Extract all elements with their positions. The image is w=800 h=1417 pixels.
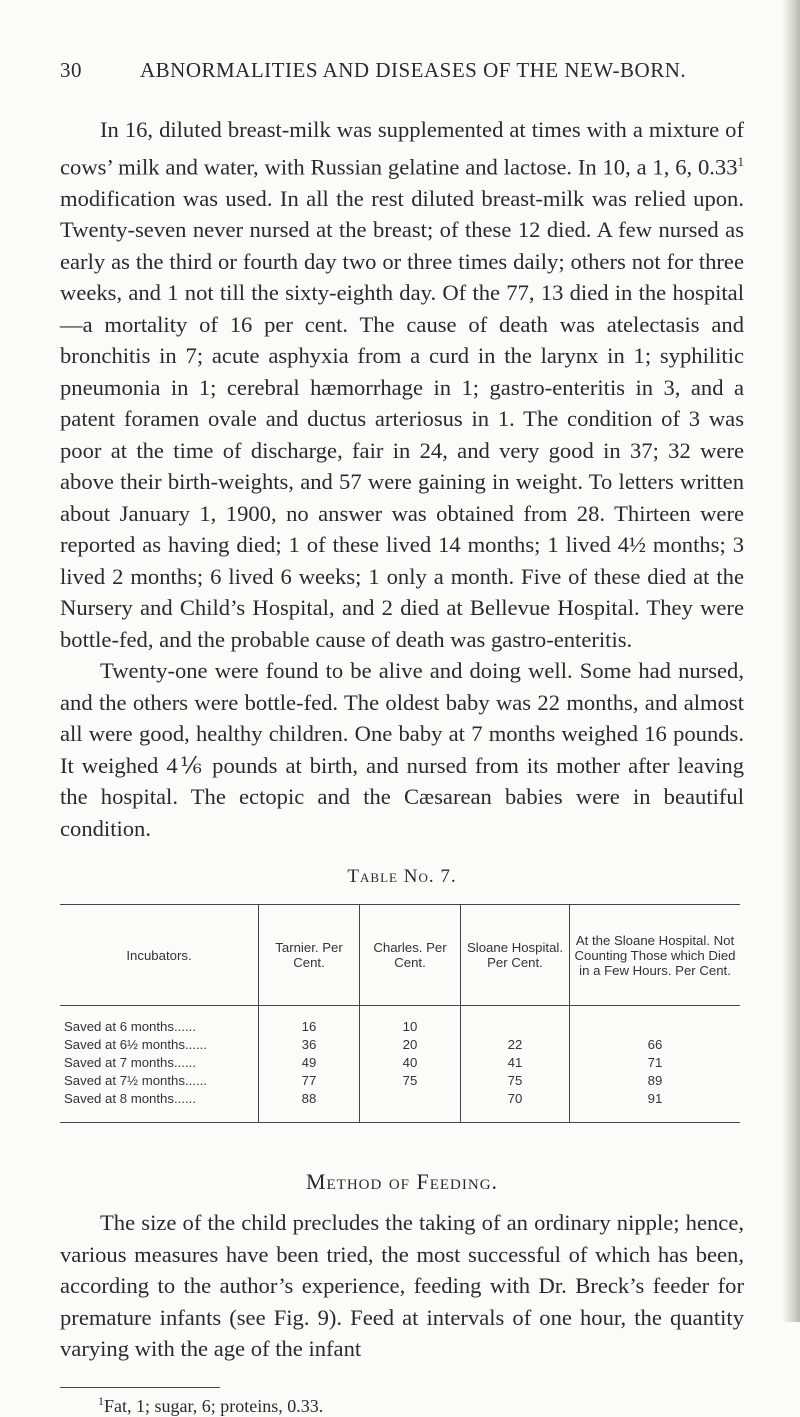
row-label: Saved at 6 months...... [64,1019,196,1035]
footnote-text: Fat, 1; sugar, 6; proteins, 0.33. [104,1395,324,1416]
paragraph-2: Twenty-one were found to be alive and doing well. Some had nursed, and the others were bottle-fed. The oldest baby was 22 months, and almost all were good, healthy children. One baby at 7 months weighed 16 pounds. It weighed 4⅙ pounds at birth, and nursed from its mother after leaving the hospital. The ectopic and the Cæsarean babies were in beautiful condition. [60,658,744,841]
cell-value: 66 [570,1036,741,1054]
paragraph-3: The size of the child precludes the taking of an ordinary nipple; hence, various measures have been tried, the most successful of which has been, according to the author’s experience, feeding with Dr. Breck’s feeder for premature infants (see Fig. 9). Feed at intervals of one hour, the quantity varying with the age of the infant [60,1210,744,1362]
section-heading: Method of Feeding. [305,1169,499,1195]
table-row [60,1036,740,1054]
column-header-tarnier: Tarnier. Per Cent. [259,905,360,1006]
cell-value: 16 [259,1006,360,1037]
table-caption: Table No. 7. [347,866,457,888]
cell-value: 88 [259,1090,360,1123]
footnote-reference: 1 [737,153,744,169]
cell-value: 75 [360,1072,461,1090]
cell-value: 70 [461,1090,570,1123]
row-label: Saved at 7 months...... [64,1055,196,1071]
page-edge-shadow [782,0,800,1322]
row-label: Saved at 7½ months...... [64,1073,207,1089]
cell-value: 41 [461,1054,570,1072]
footnote [60,1394,744,1417]
cell-value: 22 [461,1036,570,1054]
book-page [60,58,744,1417]
running-title: ABNORMALITIES AND DISEASES OF THE NEW-BORN. [140,58,687,82]
paragraph-1-text-b: modification was used. In all the rest diluted breast-milk was relied upon. Twenty-seven never nursed at the breast; of these 12 died. A few nursed as early as the third or fourth day two or three times daily; others not for three weeks, and 1 not till the sixty-eighth day. Of the 77, 13 died in the hospital—a mortality of 16 per cent. The cause of death was atelectasis and bronchitis in 7; acute asphyxia from a curd in the larynx in 1; syphilitic pneumonia in 1; cerebral hæmorrhage in 1; gastro-enteritis in 3, and a patent foramen ovale and ductus arteriosus in 1. The condition of 3 was poor at the time of discharge, fair in 24, and very good in 37; 32 were above their birth-weights, and 57 were gaining in weight. To letters written about January 1, 1900, no answer was obtained from 28. Thirteen were reported as having died; 1 of these lived 14 months; 1 lived 4½ months; 3 lived 2 months; 6 lived 6 weeks; 1 only a month. Five of these died at the Nursery and Child’s Hospital, and 2 died at Bellevue Hospital. They were bottle-fed, and the probable cause of death was gastro-enteritis. [60,185,744,652]
cell-value [360,1090,461,1123]
column-header-sloane: Sloane Hospital. Per Cent. [461,905,570,1006]
cell-value: 91 [570,1090,741,1123]
column-header-incubators: Incubators. [60,905,259,1006]
table-row [60,1072,740,1090]
table-header-row [60,905,740,1006]
paragraph-1-text-a: In 16, diluted breast-milk was supplemented at times with a mixture of cows’ milk and water, with Russian gelatine and lactose. In 10, a 1, 6, 0.33 [60,117,744,180]
cell-value [461,1006,570,1037]
cell-value: 20 [360,1036,461,1054]
column-header-charles: Charles. Per Cent. [360,905,461,1006]
cell-value [570,1006,741,1037]
footnote-rule [60,1387,220,1388]
cell-value: 40 [360,1054,461,1072]
row-label: Saved at 6½ months...... [64,1037,207,1053]
running-header [60,58,744,94]
table-row [60,1090,740,1123]
body-text [60,114,744,844]
row-label: Saved at 8 months...... [64,1091,196,1107]
table-row [60,1006,740,1037]
cell-value: 77 [259,1072,360,1090]
cell-value: 75 [461,1072,570,1090]
incubator-table [60,904,740,1123]
paragraph-1 [60,114,744,655]
cell-value: 89 [570,1072,741,1090]
cell-value: 10 [360,1006,461,1037]
table-row [60,1054,740,1072]
footnote-marker: 1 [98,1393,104,1408]
page-number: 30 [60,58,82,82]
cell-value: 36 [259,1036,360,1054]
cell-value: 71 [570,1054,741,1072]
cell-value: 49 [259,1054,360,1072]
body-text-continued [60,1207,744,1365]
column-header-sloane-adjusted: At the Sloane Hospital. Not Counting Those which Died in a Few Hours. Per Cent. [570,905,741,1006]
